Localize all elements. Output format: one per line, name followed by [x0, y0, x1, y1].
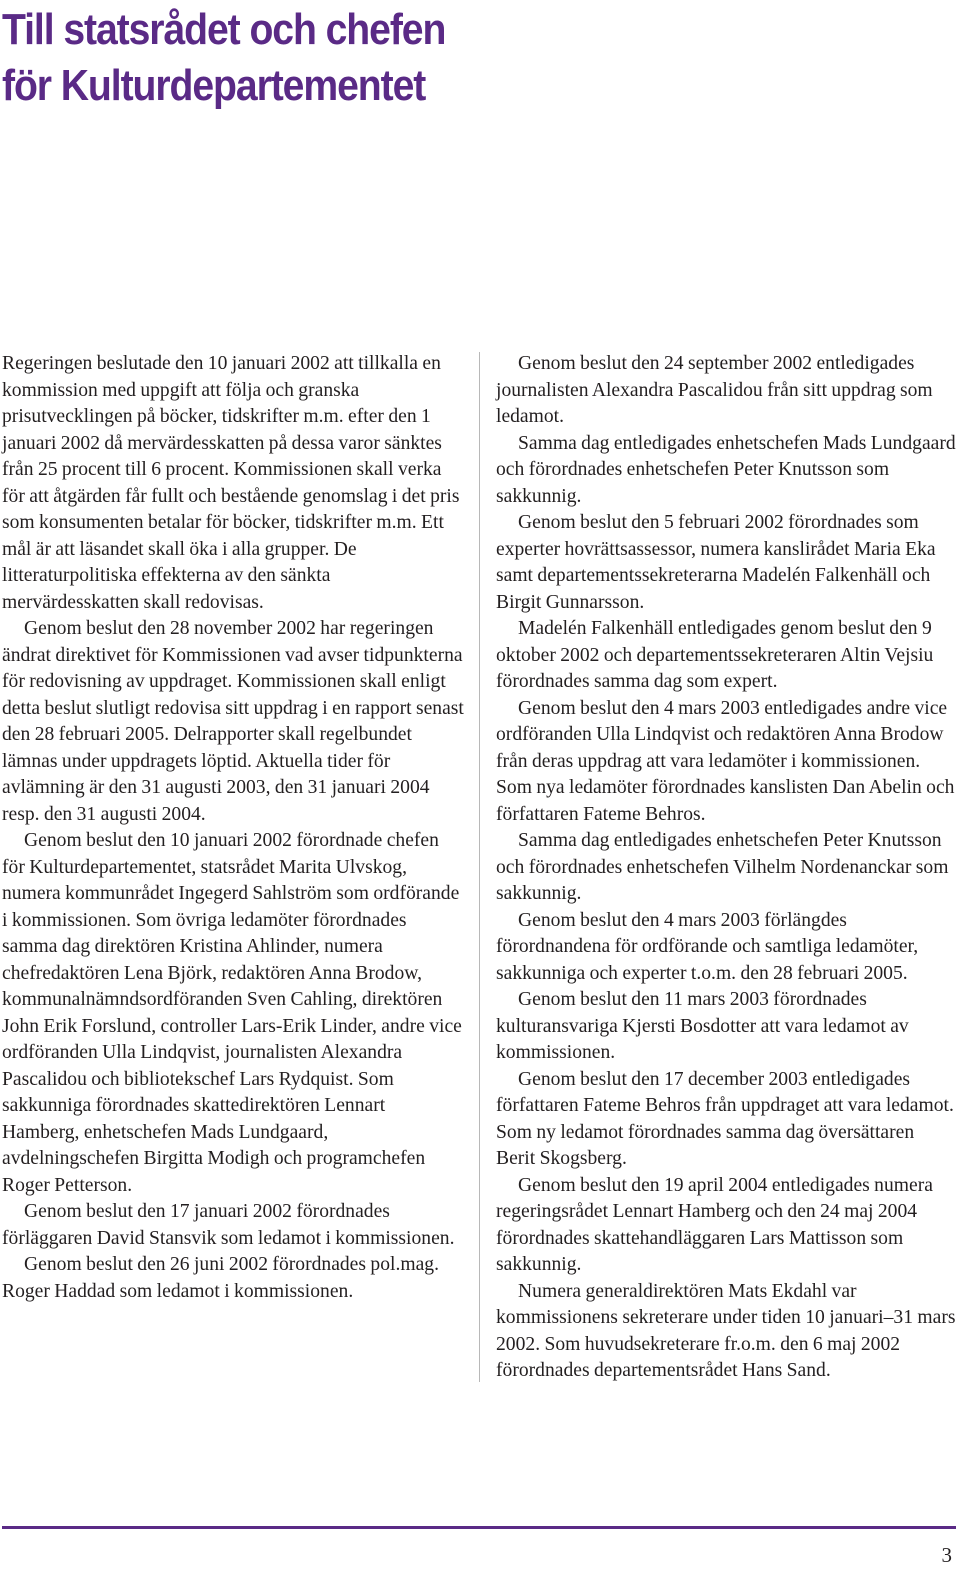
paragraph: Genom beslut den 17 december 2003 entledigades författaren Fateme Behros från uppdraget att vara ledamot. Som ny ledamot förordnades samma dag översättaren Berit Skogsberg.: [496, 1068, 954, 1169]
column-divider: [479, 352, 480, 1382]
page-title: [2, 2, 848, 114]
paragraph: Genom beslut den 19 april 2004 entledigades numera regeringsrådet Lennart Hamberg och den 24 maj 2004 förordnades skattehandläggaren Lars Mattisson som sakkunnig.: [496, 1174, 933, 1275]
paragraph: Samma dag entledigades enhetschefen Peter Knutsson och förordnades enhetschefen Vilhelm Nordenanckar som sakkunnig.: [496, 830, 949, 904]
paragraph: Genom beslut den 17 januari 2002 förordnades förläggaren David Stansvik som ledamot i kommissionen.: [2, 1201, 455, 1249]
paragraph: Samma dag entledigades enhetschefen Mads Lundgaard och förordnades enhetschefen Peter Knutsson som sakkunnig.: [496, 432, 956, 507]
paragraph: Genom beslut den 10 januari 2002 förordnade chefen för Kulturdepartementet, statsrådet Marita Ulvskog, numera kommunrådet Ingegerd Sahlström som ordförande i kommissionen. Som övriga ledamöter förordnades samma dag direktören Kristina Ahlinder, numera chefredaktören Lena Björk, redaktören Anna Brodow, kommunalnämndsordföranden Sven Cahling, direktören John Erik Forslund, controller Lars-Erik Linder, andre vice ordföranden Ulla Lindqvist, journalisten Alexandra Pascalidou och bibliotekschef Lars Rydquist. Som sakkunniga förordnades skattedirektören Lennart Hamberg, enhetschefen Mads Lundgaard, avdelningschefen Birgitta Modigh och programchefen Roger Petterson.: [2, 830, 462, 1196]
paragraph: Madelén Falkenhäll entledigades genom beslut den 9 oktober 2002 och departementssekreteraren Altin Vejsiu förordnades samma dag som expert.: [496, 618, 934, 692]
left-column: [2, 351, 464, 1305]
title-line-2: för Kulturdepartementet: [2, 62, 426, 110]
paragraph: Regeringen beslutade den 10 januari 2002 att tillkalla en kommission med uppgift att följa och granska prisutvecklingen på böcker, tidskrifter m.m. efter den 1 januari 2002 då mervärdesskatten på dessa varor sänktes från 25 procent till 6 procent. Kommissionen skall verka för att åtgärden får fullt och bestående genomslag i det pris som konsumenten betalar för böcker, tidskrifter m.m. Ett mål är att läsandet skall öka i alla grupper. De litteraturpolitiska effekterna av den sänkta mervärdesskatten skall redovisas.: [2, 353, 460, 613]
paragraph: Genom beslut den 5 februari 2002 förordnades som experter hovrättsassessor, numera kanslirådet Maria Eka samt departementssekreterarna Madelén Falkenhäll och Birgit Gunnarsson.: [496, 512, 936, 613]
title-line-1: Till statsrådet och chefen: [2, 6, 446, 54]
paragraph: Genom beslut den 4 mars 2003 entledigades andre vice ordföranden Ulla Lindqvist och redaktören Anna Brodow från deras uppdrag att vara ledamöter i kommissionen. Som nya ledamöter förordnades kanslisten Dan Abelin och författaren Fateme Behros.: [496, 697, 955, 825]
page-number: 3: [941, 1543, 952, 1567]
paragraph: Numera generaldirektören Mats Ekdahl var kommissionens sekreterare under tiden 10 januari–31 mars 2002. Som huvudsekreterare fr.o.m. den 6 maj 2002 förordnades departementsrådet Hans Sand.: [496, 1280, 956, 1381]
paragraph: Genom beslut den 4 mars 2003 förlängdes förordnandena för ordförande och samtliga ledamöter, sakkunniga och experter t.o.m. den 28 februari 2005.: [496, 909, 919, 984]
right-column: [496, 351, 956, 1385]
footer-rule: [2, 1526, 956, 1529]
paragraph: Genom beslut den 24 september 2002 entledigades journalisten Alexandra Pascalidou från sitt uppdrag som ledamot.: [496, 353, 933, 427]
paragraph: Genom beslut den 26 juni 2002 förordnades pol.mag. Roger Haddad som ledamot i kommissionen.: [2, 1254, 439, 1302]
paragraph: Genom beslut den 28 november 2002 har regeringen ändrat direktivet för Kommissionen vad avser tidpunkterna för redovisning av uppdraget. Kommissionen skall enligt detta beslut slutligt redovisa sitt uppdrag i en rapport senast den 28 februari 2005. Delrapporter skall regelbundet lämnas under uppdragets löptid. Aktuella tider för avlämning är den 31 augusti 2003, den 31 januari 2004 resp. den 31 augusti 2004.: [2, 618, 464, 825]
paragraph: Genom beslut den 11 mars 2003 förordnades kulturansvariga Kjersti Bosdotter att vara ledamot av kommissionen.: [496, 989, 909, 1063]
